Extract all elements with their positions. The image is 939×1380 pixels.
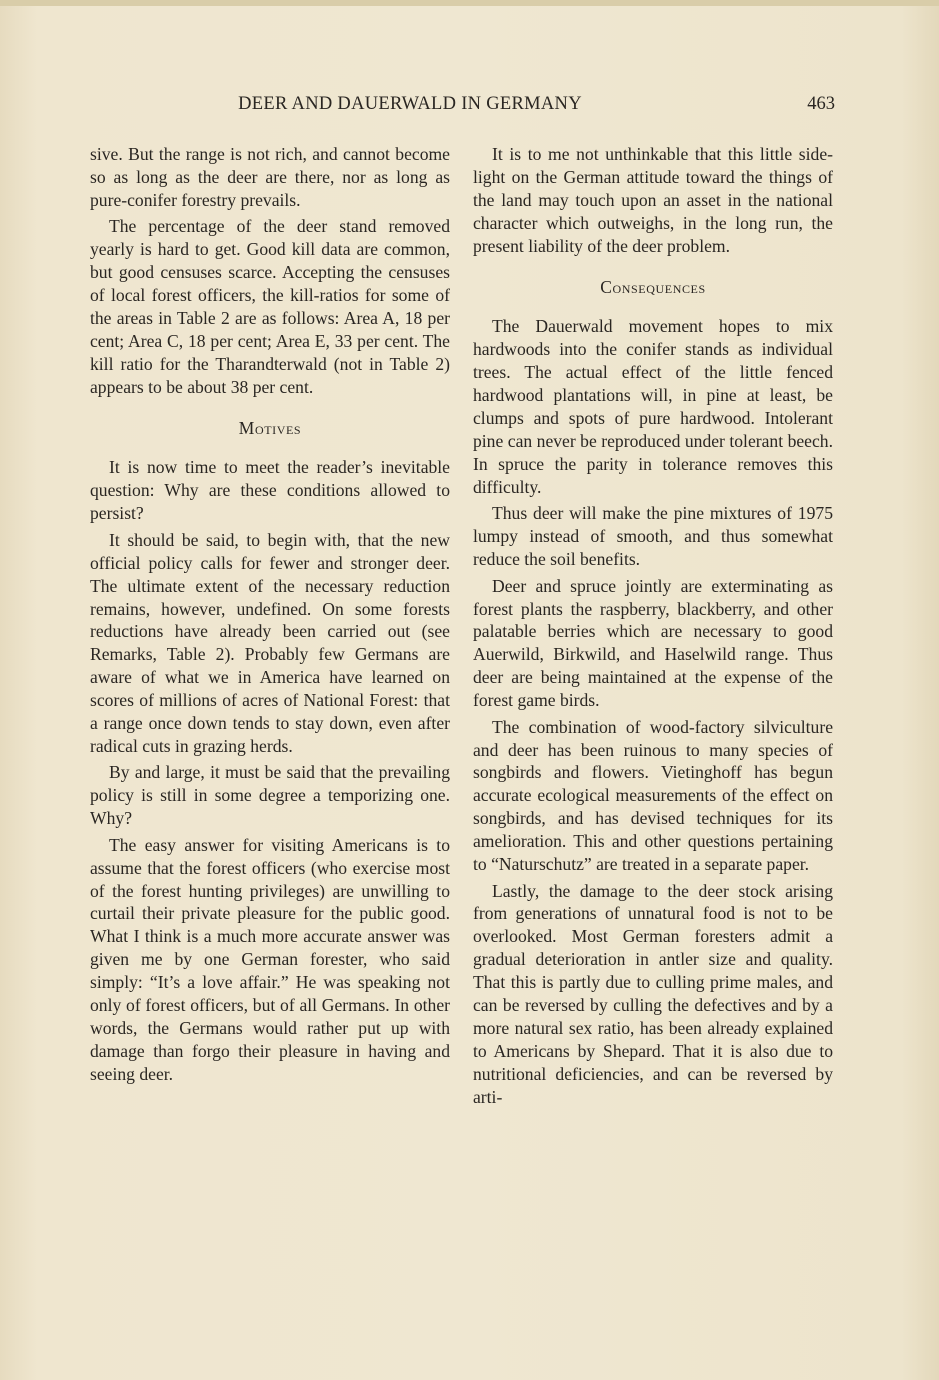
page-top-edge <box>0 0 939 6</box>
right-paragraph-3: Thus deer will make the pine mixtures of 1975 lumpy instead of smooth, and thus somewhat reduce the soil benefits. <box>473 503 833 570</box>
running-header <box>90 92 835 120</box>
left-paragraph-4: It should be said, to begin with, that the new official policy calls for fewer and stronger deer. The ultimate extent of the necessary reduction remains, however, undefined. On some forests reductions have already been carried out (see Remarks, Table 2). Probably few Germans are aware of what we in America have learned on scores of millions of acres of National Forest: that a range once down tends to stay down, even after radical cuts in grazing herds. <box>90 529 450 756</box>
left-paragraph-5: By and large, it must be said that the prevailing policy is still in some degree a temporizing one. Why? <box>90 762 450 829</box>
left-paragraph-3: It is now time to meet the reader’s inevitable question: Why are these conditions allowed to persist? <box>90 457 450 524</box>
section-heading-motives: Motives <box>238 417 302 438</box>
left-paragraph-2: The percentage of the deer stand removed yearly is hard to get. Good kill data are common, but good censuses scarce. Accepting the censuses of local forest officers, the kill-ratios for some of the areas in Table 2 are as follows: Area A, 18 per cent; Area C, 18 per cent; Area E, 33 per cent. The kill ratio for the Tharandterwald (not in Table 2) appears to be about 38 per cent. <box>90 216 450 397</box>
right-paragraph-6: Lastly, the damage to the deer stock arising from generations of unnatural food is not to be overlooked. Most German foresters admit a gradual deterioration in antler size and quality. That this is partly due to culling prime males, and can be reversed by culling the defectives and by a more natural sex ratio, has been already explained to Americans by Shepard. That it is also due to nutritional deficiencies, and can be reversed by arti- <box>473 880 833 1107</box>
page-number: 463 <box>807 94 835 114</box>
running-title: DEER AND DAUERWALD IN GERMANY <box>238 94 582 114</box>
right-paragraph-5: The combination of wood-factory silviculture and deer has been ruinous to many species of songbirds and flowers. Vietinghoff has begun accurate ecological measurements of the effect on songbirds, and has devised techniques for its amelioration. This and other questions pertaining to “Naturschutz” are treated in a separate paper. <box>473 716 833 875</box>
right-paragraph-2: The Dauerwald movement hopes to mix hardwoods into the conifer stands as individual trees. The actual effect of the little fenced hardwood plantations will, in pine at least, be clumps and spots of pure hardwood. Intolerant pine can never be reproduced under tolerant beech. In spruce the parity in tolerance removes this difficulty. <box>473 316 833 497</box>
left-column <box>90 143 450 1089</box>
section-heading-consequences: Consequences <box>600 276 706 297</box>
left-paragraph-1: sive. But the range is not rich, and cannot become so as long as the deer are there, nor as long as pure-conifer forestry prevails. <box>90 144 450 210</box>
left-paragraph-6: The easy answer for visiting Americans is to assume that the forest officers (who exercise most of the forest hunting privileges) are unwilling to curtail their private pleasure for the public good. What I think is a much more accurate answer was given me by one German forester, who said simply: “It’s a love affair.” He was speaking not only of forest officers, but of all Germans. In other words, the Germans would rather put up with damage than forgo their pleasure in having and seeing deer. <box>90 834 450 1084</box>
right-paragraph-1: It is to me not unthinkable that this little side-light on the German attitude toward the things of the land may touch upon an asset in the national character which outweighs, in the long run, the present liability of the deer problem. <box>473 144 833 256</box>
right-paragraph-4: Deer and spruce jointly are exterminating as forest plants the raspberry, blackberry, and other palatable berries which are necessary to good Auerwild, Birkwild, and Haselwild range. Thus deer are being maintained at the expense of the forest game birds. <box>473 575 833 711</box>
right-column <box>473 143 833 1112</box>
